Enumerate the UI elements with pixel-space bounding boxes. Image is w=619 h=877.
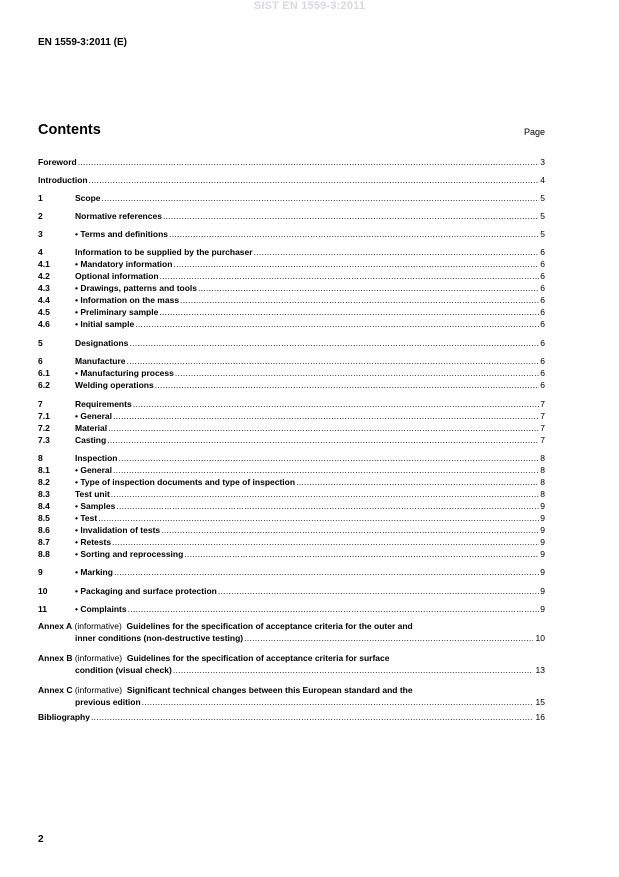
toc-entry-page: 9: [540, 586, 545, 596]
annex-entry[interactable]: [38, 620, 413, 632]
annex-page: 10: [535, 633, 545, 643]
toc-entry-number: 8.5: [38, 513, 50, 523]
toc-entry[interactable]: [38, 174, 545, 186]
toc-entry-title: • Samples: [75, 501, 116, 511]
toc-entry[interactable]: [38, 536, 545, 548]
toc-entry-page: 4: [540, 175, 545, 185]
toc-entry-number: 4.4: [38, 295, 50, 305]
annex-title-line2: inner conditions (non-destructive testing): [75, 633, 244, 643]
toc-entry[interactable]: [38, 367, 545, 379]
dot-leader: [163, 210, 539, 222]
dot-leader: [91, 711, 533, 723]
toc-entry[interactable]: [38, 294, 545, 306]
toc-entry-title: • General: [75, 411, 112, 421]
dot-leader: [296, 476, 539, 488]
toc-entry-number: 8.7: [38, 537, 50, 547]
toc-entry-title: • Sorting and reprocessing: [75, 549, 184, 559]
bibliography-page: 16: [535, 712, 545, 722]
toc-entry-title: Introduction: [38, 175, 88, 185]
dot-leader: [114, 566, 539, 578]
toc-entry-title: • Retests: [75, 537, 112, 547]
toc-entry-title: • Type of inspection documents and type of inspection: [75, 477, 296, 487]
dot-leader: [78, 156, 540, 168]
dot-leader: [218, 585, 539, 597]
toc-entry-number: 4: [38, 247, 43, 257]
dot-leader: [133, 398, 540, 410]
toc-entry-number: 8.3: [38, 489, 50, 499]
dot-leader: [244, 632, 532, 644]
toc-entry-number: 4.6: [38, 319, 50, 329]
toc-entry-number: 4.5: [38, 307, 50, 317]
toc-entry[interactable]: [38, 355, 545, 367]
annex-title-line2: previous edition: [75, 697, 141, 707]
toc-entry-page: 6: [540, 247, 545, 257]
toc-entry-number: 3: [38, 229, 43, 239]
toc-entry-number: 1: [38, 193, 43, 203]
toc-entry-title: Foreword: [38, 157, 77, 167]
toc-entry-number: 8.2: [38, 477, 50, 487]
toc-entry[interactable]: [38, 585, 545, 597]
toc-entry-title: • Initial sample: [75, 319, 135, 329]
toc-entry-page: 6: [540, 319, 545, 329]
toc-entry-number: 8.8: [38, 549, 50, 559]
toc-entry-title: Inspection: [75, 453, 118, 463]
toc-entry[interactable]: [38, 548, 545, 560]
page-number: 2: [38, 834, 44, 845]
toc-entry-page: 6: [540, 295, 545, 305]
toc-entry[interactable]: [38, 318, 545, 330]
annex-title-line1: Guidelines for the specification of acceptance criteria for the outer and: [126, 621, 413, 631]
annex-label: Annex B: [38, 653, 73, 663]
dot-leader: [155, 379, 540, 391]
annex-entry[interactable]: [38, 652, 389, 664]
toc-entry-title: • Terms and definitions: [75, 229, 169, 239]
toc-entry[interactable]: [38, 246, 545, 258]
toc-entry[interactable]: [38, 500, 545, 512]
toc-entry-page: 5: [540, 229, 545, 239]
toc-entry[interactable]: [38, 306, 545, 318]
page-column-label: Page: [523, 127, 545, 137]
toc-entry-number: 4.2: [38, 271, 50, 281]
toc-entry-page: 6: [540, 380, 545, 390]
toc-entry-page: 8: [540, 489, 545, 499]
dot-leader: [89, 174, 540, 186]
toc-entry-page: 6: [540, 307, 545, 317]
dot-leader: [173, 258, 539, 270]
toc-entry[interactable]: [38, 337, 545, 349]
dot-leader: [142, 696, 533, 708]
toc-entry-page: 9: [540, 513, 545, 523]
dot-leader: [175, 367, 539, 379]
annex-entry-line2[interactable]: [38, 664, 545, 676]
annex-page: 13: [535, 665, 545, 675]
toc-entry[interactable]: [38, 452, 545, 464]
toc-entry-page: 6: [540, 283, 545, 293]
dot-leader: [160, 270, 540, 282]
toc-entry[interactable]: [38, 603, 545, 615]
toc-entry-title: • Information on the mass: [75, 295, 180, 305]
toc-entry-page: 9: [540, 525, 545, 535]
toc-entry[interactable]: [38, 156, 545, 168]
toc-entry-title: Welding operations: [75, 380, 154, 390]
dot-leader: [113, 464, 539, 476]
toc-entry-number: 8.6: [38, 525, 50, 535]
annex-note: (informative): [74, 621, 122, 631]
toc-entry[interactable]: [38, 476, 545, 488]
toc-entry-title: Requirements: [75, 399, 132, 409]
annex-label: Annex A: [38, 621, 73, 631]
toc-entry-page: 7: [540, 411, 545, 421]
toc-entry-title: Casting: [75, 435, 107, 445]
dot-leader: [198, 282, 539, 294]
dot-leader: [173, 664, 533, 676]
toc-entry-title: • Complaints: [75, 604, 127, 614]
toc-entry[interactable]: [38, 210, 545, 222]
toc-entry-page: 7: [540, 399, 545, 409]
annex-entry-line2[interactable]: [38, 632, 545, 644]
toc-entry-page: 9: [540, 567, 545, 577]
toc-entry-title: • Manufacturing process: [75, 368, 174, 378]
toc-entry-number: 7.2: [38, 423, 50, 433]
toc-entry-number: 7: [38, 399, 43, 409]
toc-entry[interactable]: [38, 512, 545, 524]
toc-entry-page: 6: [540, 368, 545, 378]
annex-note: (informative): [74, 653, 123, 663]
toc-entry-title: • Test: [75, 513, 98, 523]
toc-entry-page: 3: [540, 157, 545, 167]
toc-entry[interactable]: [38, 422, 545, 434]
dot-leader: [128, 603, 540, 615]
toc-entry-number: 8.4: [38, 501, 50, 511]
toc-entry-page: 6: [540, 338, 545, 348]
toc-entry-page: 8: [540, 453, 545, 463]
toc-entry-page: 9: [540, 604, 545, 614]
toc-entry-number: 9: [38, 567, 43, 577]
toc-entry-title: Normative references: [75, 211, 162, 221]
toc-entry-number: 4.3: [38, 283, 50, 293]
toc-entry-title: Material: [75, 423, 108, 433]
annex-title-line1: Guidelines for the specification of acceptance criteria for surface: [126, 653, 390, 663]
toc-entry-title: Optional information: [75, 271, 159, 281]
toc-entry[interactable]: [38, 566, 545, 578]
dot-leader: [254, 246, 540, 258]
toc-entry-number: 5: [38, 338, 43, 348]
dot-leader: [180, 294, 539, 306]
toc-entry-page: 7: [540, 435, 545, 445]
toc-entry[interactable]: [38, 434, 545, 446]
toc-entry[interactable]: [38, 410, 545, 422]
dot-leader: [112, 536, 539, 548]
dot-leader: [108, 422, 539, 434]
dot-leader: [107, 434, 539, 446]
annex-entry-line2[interactable]: [38, 696, 545, 708]
toc-entry[interactable]: [38, 282, 545, 294]
toc-entry-number: 7.1: [38, 411, 50, 421]
bibliography-title: Bibliography: [38, 712, 90, 722]
toc-entry[interactable]: [38, 524, 545, 536]
bibliography-entry[interactable]: [38, 711, 545, 723]
toc-entry-title: Test unit: [75, 489, 110, 499]
toc-entry-number: 8: [38, 453, 43, 463]
toc-entry-title: Scope: [75, 193, 101, 203]
toc-entry-page: 9: [540, 537, 545, 547]
annex-title-line1: Significant technical changes between this European standard and the: [126, 685, 413, 695]
toc-entry-page: 9: [540, 501, 545, 511]
toc-entry-page: 9: [540, 549, 545, 559]
toc-entry-page: 6: [540, 356, 545, 366]
toc-entry-title: Designations: [75, 338, 129, 348]
toc-entry-page: 6: [540, 259, 545, 269]
dot-leader: [119, 452, 540, 464]
toc-entry[interactable]: [38, 398, 545, 410]
dot-leader: [98, 512, 539, 524]
toc-entry-page: 8: [540, 465, 545, 475]
toc-entry-number: 10: [38, 586, 48, 596]
toc-entry-title: Manufacture: [75, 356, 126, 366]
toc-entry-number: 2: [38, 211, 43, 221]
annex-page: 15: [535, 697, 545, 707]
dot-leader: [113, 410, 539, 422]
toc-entry-number: 6: [38, 356, 43, 366]
toc-entry[interactable]: [38, 379, 545, 391]
dot-leader: [161, 524, 539, 536]
toc-entry-title: Information to be supplied by the purchaser: [75, 247, 253, 257]
annex-label: Annex C: [38, 685, 73, 695]
toc-entry[interactable]: [38, 270, 545, 282]
toc-entry-number: 7.3: [38, 435, 50, 445]
toc-entry-number: 11: [38, 604, 47, 614]
toc-entry[interactable]: [38, 258, 545, 270]
dot-leader: [129, 337, 539, 349]
document-id: EN 1559-3:2011 (E): [38, 37, 127, 48]
annex-note: (informative): [74, 685, 123, 695]
toc-entry-title: • Invalidation of tests: [75, 525, 161, 535]
contents-title: Contents: [38, 122, 101, 138]
watermark: SIST EN 1559-3:2011: [253, 0, 366, 12]
toc-entry-page: 5: [540, 211, 545, 221]
dot-leader: [111, 488, 539, 500]
dot-leader: [102, 192, 540, 204]
annex-title-line2: condition (visual check): [75, 665, 172, 675]
toc-entry-title: • Packaging and surface protection: [75, 586, 217, 596]
toc-entry-number: 6.2: [38, 380, 50, 390]
toc-entry-title: • General: [75, 465, 112, 475]
toc-entry[interactable]: [38, 488, 545, 500]
toc-entry-title: • Drawings, patterns and tools: [75, 283, 197, 293]
dot-leader: [159, 306, 539, 318]
toc-entry-page: 5: [540, 193, 545, 203]
annex-entry[interactable]: [38, 684, 413, 696]
toc-entry-page: 7: [540, 423, 545, 433]
toc-entry-page: 6: [540, 271, 545, 281]
toc-entry-page: 8: [540, 477, 545, 487]
toc-entry-title: • Preliminary sample: [75, 307, 159, 317]
toc-entry[interactable]: [38, 228, 545, 240]
dot-leader: [169, 228, 539, 240]
dot-leader: [127, 355, 540, 367]
dot-leader: [116, 500, 539, 512]
toc-entry-number: 8.1: [38, 465, 50, 475]
toc-entry-number: 4.1: [38, 259, 50, 269]
toc-entry[interactable]: [38, 192, 545, 204]
toc-entry-number: 6.1: [38, 368, 50, 378]
toc-entry-title: • Mandatory information: [75, 259, 173, 269]
dot-leader: [135, 318, 539, 330]
dot-leader: [184, 548, 539, 560]
toc-entry-title: • Marking: [75, 567, 113, 577]
toc-entry[interactable]: [38, 464, 545, 476]
